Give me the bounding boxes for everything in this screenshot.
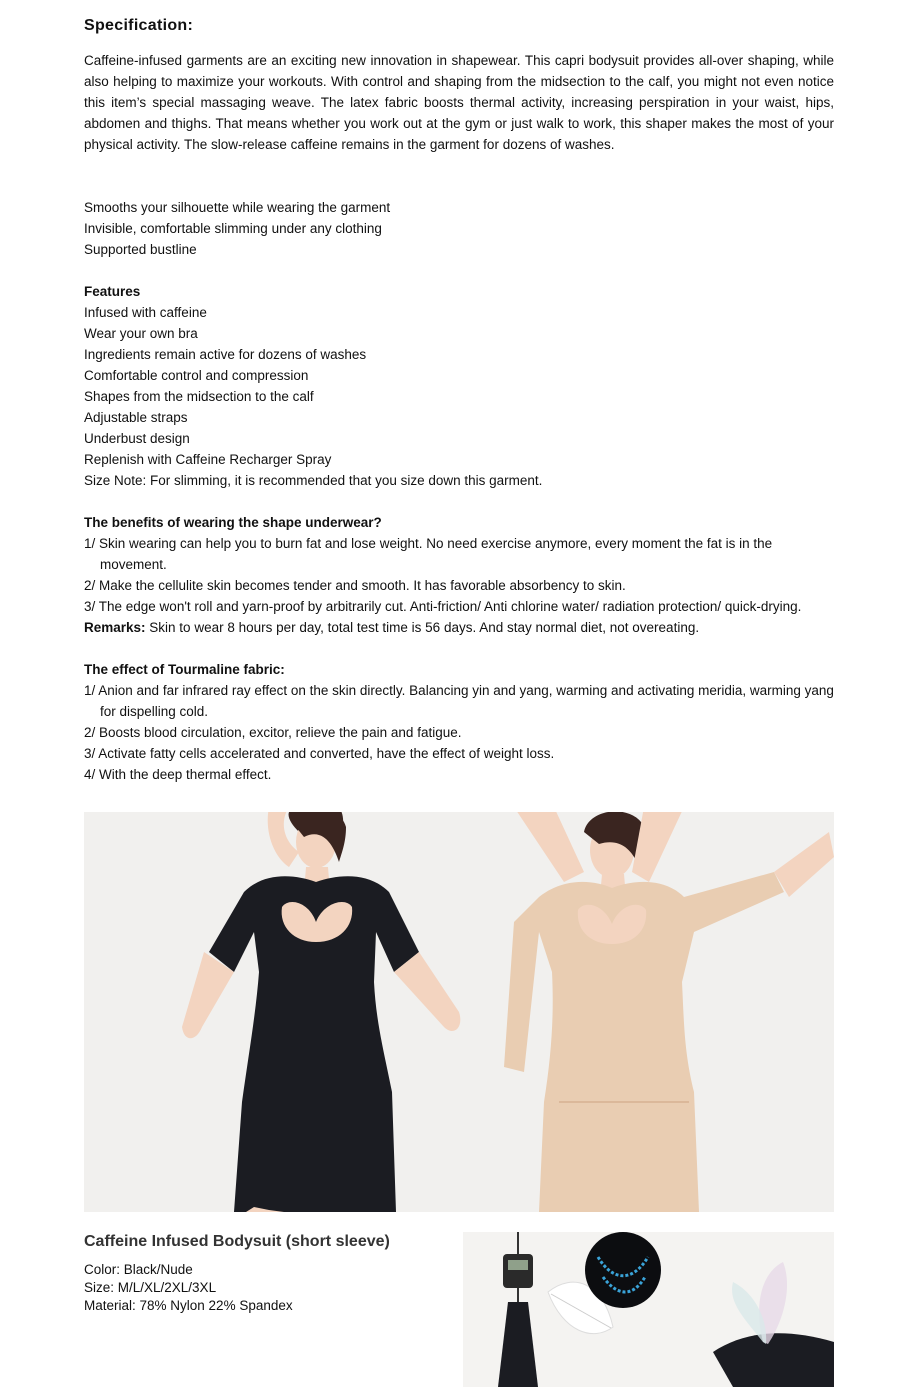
product-title: Caffeine Infused Bodysuit (short sleeve)	[84, 1233, 390, 1250]
tourmaline-item: 4/ With the deep thermal effect.	[84, 767, 272, 782]
features-section	[84, 281, 834, 491]
tourmaline-item: 1/ Anion and far infrared ray effect on the skin directly. Balancing yin and yang, warming and activating meridia, warming yang for dispelling cold.	[84, 683, 834, 719]
product-material: Material: 78% Nylon 22% Spandex	[84, 1298, 293, 1313]
spec-title: Specification:	[84, 17, 194, 34]
benefits-heading: The benefits of wearing the shape underwear?	[84, 515, 382, 530]
remarks-label: Remarks:	[84, 620, 146, 635]
product-info	[84, 1261, 293, 1315]
benefit-item: 3/ The edge won't roll and yarn-proof by arbitrarily cut. Anti-friction/ Anti chlorine water/ radiation protection/ quick-drying.	[84, 599, 802, 614]
feature-item: Shapes from the midsection to the calf	[84, 389, 314, 404]
feature-item: Size Note: For slimming, it is recommended that you size down this garment.	[84, 473, 543, 488]
remarks-line	[84, 617, 834, 638]
fabric-detail-illustration	[463, 1232, 834, 1387]
highlight-item: Invisible, comfortable slimming under any clothing	[84, 221, 382, 236]
spec-intro: Caffeine-infused garments are an exciting new innovation in shapewear. This capri bodysuit provides all-over shaping, while also helping to maximize your workouts. With control and shaping from the midsection to the calf, you might not even notice this item’s special massaging weave. The latex fabric boosts thermal activity, increasing perspiration in your waist, hips, abdomen and thighs. That means whether you work out at the gym or just walk to work, this shaper makes the most of your physical activity. The slow-release caffeine remains in the garment for dozens of washes.	[84, 53, 834, 152]
fabric-zoom-icon	[585, 1232, 661, 1308]
highlights-list	[84, 197, 834, 260]
tourmaline-item: 2/ Boosts blood circulation, excitor, relieve the pain and fatigue.	[84, 725, 462, 740]
highlight-item: Smooths your silhouette while wearing the garment	[84, 200, 391, 215]
fabric-detail-photo	[463, 1232, 834, 1387]
feature-item: Comfortable control and compression	[84, 368, 309, 383]
product-color: Color: Black/Nude	[84, 1262, 193, 1277]
product-photo-illustration	[84, 812, 834, 1212]
remarks-text: Skin to wear 8 hours per day, total test time is 56 days. And stay normal diet, not overeating.	[145, 620, 700, 635]
tourmaline-heading: The effect of Tourmaline fabric:	[84, 662, 285, 677]
benefits-section	[84, 512, 834, 638]
product-size: Size: M/L/XL/2XL/3XL	[84, 1280, 217, 1295]
benefit-item: 1/ Skin wearing can help you to burn fat and lose weight. No need exercise anymore, every moment the fat is in the movement.	[84, 536, 773, 572]
product-photo	[84, 812, 834, 1212]
benefit-item: 2/ Make the cellulite skin becomes tender and smooth. It has favorable absorbency to skin.	[84, 578, 626, 593]
feature-item: Replenish with Caffeine Recharger Spray	[84, 452, 332, 467]
feature-item: Wear your own bra	[84, 326, 198, 341]
feature-item: Adjustable straps	[84, 410, 188, 425]
highlight-item: Supported bustline	[84, 242, 197, 257]
feature-item: Underbust design	[84, 431, 190, 446]
tourmaline-item: 3/ Activate fatty cells accelerated and converted, have the effect of weight loss.	[84, 746, 555, 761]
feature-item: Infused with caffeine	[84, 305, 207, 320]
tourmaline-section	[84, 659, 834, 785]
feature-item: Ingredients remain active for dozens of washes	[84, 347, 367, 362]
features-heading: Features	[84, 284, 141, 299]
